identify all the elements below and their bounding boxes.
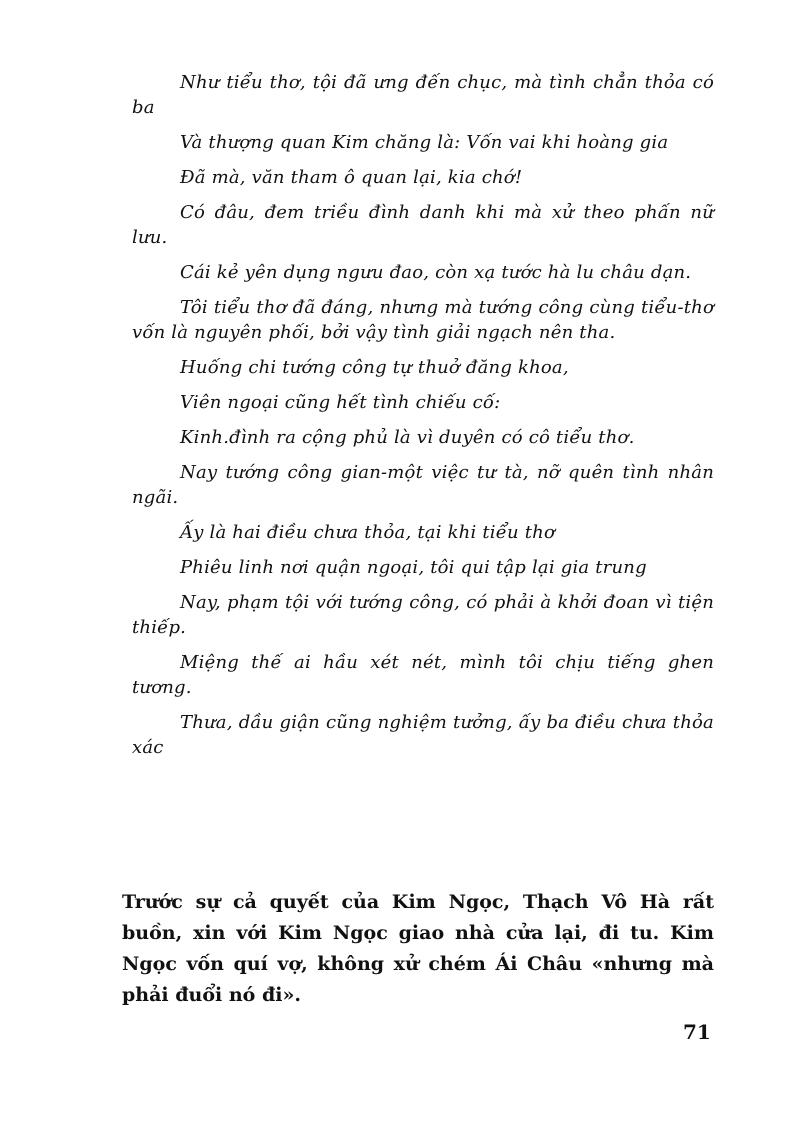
verse-stanza: Miệng thế ai hầu xét nét, mình tôi chịu tiếng ghen tương. (132, 652, 714, 698)
verse-stanza: Nay, phạm tội với tướng công, có phải à khởi đoan vì tiện thiếp. (132, 592, 714, 638)
prose-paragraph: Trước sự cả quyết của Kim Ngọc, Thạch Vô Hà rất buồn, xin với Kim Ngọc giao nhà cửa lại, đi tu. Kim Ngọc vốn quí vợ, không xử chém Ái Châu «nhưng mà phải đuổi nó đi». (122, 891, 714, 1006)
verse-stanza: Như tiểu thơ, tội đã ưng đến chục, mà tình chẳn thỏa có ba (132, 72, 714, 118)
verse-stanza: Cái kẻ yên dụng ngưu đao, còn xạ tước hà lu châu dạn. (180, 262, 692, 283)
verse-stanza: Nay tướng công gian-một việc tư tà, nỡ quên tình nhân ngãi. (132, 462, 714, 508)
verse-block (132, 70, 714, 770)
verse-stanza: Và thượng quan Kim chăng là: Vốn vai khi hoàng gia (180, 132, 669, 153)
verse-stanza: Đã mà, văn tham ô quan lại, kia chớ! (180, 167, 523, 188)
verse-stanza: Thưa, dầu giận cũng nghiệm tưởng, ấy ba điều chưa thỏa xác (132, 712, 714, 758)
verse-stanza: Viên ngoại cũng hết tình chiếu cố: (180, 392, 501, 413)
verse-stanza: Phiêu linh nơi quận ngoại, tôi qui tập lại gia trung (180, 557, 647, 578)
verse-stanza: Kinh.đình ra cộng phủ là vì duyên có cô tiểu thơ. (180, 427, 635, 448)
page-number: 71 (683, 1020, 711, 1044)
verse-stanza: Huống chi tướng công tự thuở đăng khoa, (180, 357, 569, 378)
verse-stanza: Có đâu, đem triều đình danh khi mà xử theo phấn nữ lưu. (132, 202, 714, 248)
verse-stanza: Ấy là hai điều chưa thỏa, tại khi tiểu thơ (180, 522, 555, 543)
verse-stanza: Tôi tiểu thơ đã đáng, nhưng mà tướng công cùng tiểu-thơ vốn là nguyên phối, bởi vậy tình giải ngạch nên tha. (132, 297, 714, 343)
